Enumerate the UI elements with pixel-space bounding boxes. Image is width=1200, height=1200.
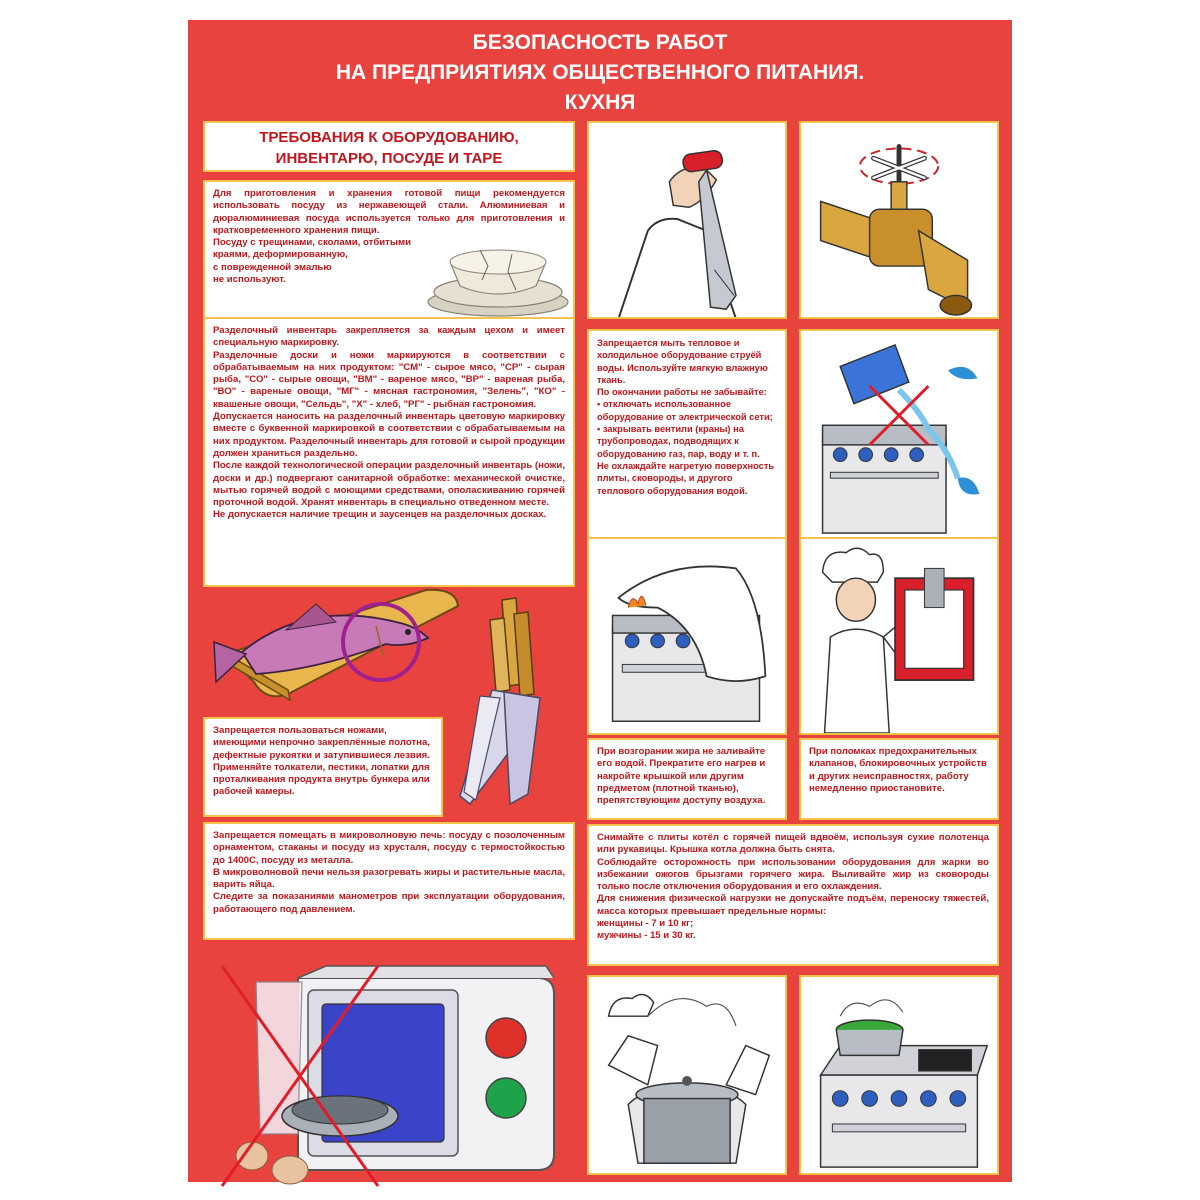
covering-burning-fat-picture — [587, 537, 787, 735]
paragraph: с поврежденной эмалью — [213, 261, 332, 273]
paragraph: Допускается наносить на разделочный инвентарь цветовую маркировку вместе с буквенной маркировкой в соответствии с обрабатываемым на них продуктом. Разделочный инвентарь для готовой и сырой продукции должен храниться раздельно. — [213, 411, 565, 459]
paragraph: Следите за показаниями манометров при эксплуатации оборудования, работающего под давлением. — [213, 891, 565, 915]
paragraph: По окончании работы не забывайте: — [597, 387, 767, 398]
paragraph: Для приготовления и хранения готовой пищи рекомендуется использовать посуду из нержавеющей стали. Алюминиевая и дюралюминиевая посуда используется только для приготовления и кратковременного хранения пищи. — [213, 188, 565, 236]
paragraph: мужчины - 15 и 30 кг. — [597, 930, 696, 942]
paragraph: Для снижения физической нагрузки не допускайте подъём, переноску тяжестей, масса которых превышает предельные нормы: — [597, 893, 989, 917]
paragraph: Запрещается пользоваться ножами, имеющими непрочно закреплённые полотна, дефектные рукоятки и затупившиеся лезвия. — [213, 725, 430, 761]
paragraph: При поломках предохранительных клапанов, блокировочных устройств и других неисправностях, работу немедленно приостановите. — [809, 746, 987, 794]
paragraph: Разделочный инвентарь закрепляется за каждым цехом и имеет специальную маркировку. — [213, 325, 565, 349]
lifting-and-frying-text-block — [587, 824, 999, 966]
valve-tap-picture — [799, 121, 999, 319]
section-heading — [203, 121, 575, 172]
cutting-inventory-text-block — [203, 317, 575, 587]
fat-fire-text-block — [587, 738, 787, 820]
title-line: НА ПРЕДПРИЯТИЯХ ОБЩЕСТВЕННОГО ПИТАНИЯ. — [335, 61, 865, 84]
microwave-text-block — [203, 822, 575, 940]
title-line: БЕЗОПАСНОСТЬ РАБОТ — [472, 31, 728, 54]
paragraph: Не охлаждайте нагретую поверхность плиты, сковороды, и другого теплового оборудования водой. — [597, 460, 775, 496]
fish-on-cutting-board-illustration — [206, 582, 476, 708]
water-on-stove-forbidden-picture — [799, 329, 999, 547]
paragraph: • отключать использованное оборудование от электрической сети; — [597, 399, 773, 422]
paragraph: После каждой технологической операции разделочный инвентарь (ножи, доски и др.) подвергают санитарной обработке: механической очистке, мытью горячей водой с моющими средствами, ополаскиванию горячей проточной водой. Хранят инвентарь в специально отведенном месте. — [213, 460, 565, 509]
safety-valves-text-block — [799, 738, 999, 820]
paragraph: женщины - 7 и 10 кг; — [597, 918, 694, 930]
paragraph: Снимайте с плиты котёл с горячей пищей вдвоём, используя сухие полотенца или рукавицы. Крышка котла должна быть снята. — [597, 832, 989, 856]
heading-line: ИНВЕНТАРЮ, ПОСУДЕ И ТАРЕ — [275, 150, 503, 167]
paragraph: Применяйте толкатели, пестики, лопатки для проталкивания продукта внутрь бункера или рабочей камеры. — [213, 761, 430, 798]
safety-poster — [188, 20, 1012, 1182]
heading-line: ТРЕБОВАНИЯ К ОБОРУДОВАНИЮ, — [259, 129, 519, 146]
paragraph: Запрещается помещать в микроволновую печь: посуду с позолоченным орнаментом, стаканы и посуду из хрусталя, посуду с термостойкостью до 1400С, посуду из металла. — [213, 830, 565, 866]
paragraph: Запрещается мыть тепловое и холодильное оборудование струёй воды. Используйте мягкую влажную ткань. — [597, 338, 768, 385]
paragraph: не используют. — [213, 274, 286, 286]
paragraph: краями, деформированную, — [213, 249, 348, 261]
paragraph: В микроволновой печи нельзя разогревать жиры и растительные масла, варить яйца. — [213, 866, 565, 891]
hand-with-knife-picture — [587, 121, 787, 319]
paragraph: Соблюдайте осторожность при использовании оборудования для жарки во избежании ожогов брызгами горячего жира. Выливайте жир из сковороды только после отключения оборудования и его охлаждения. — [597, 856, 989, 893]
paragraph: Не допускается наличие трещин и заусенцев на разделочных досках. — [213, 509, 547, 521]
cook-at-electrical-panel-picture — [799, 537, 999, 735]
microwave-forbidden-items-illustration — [216, 958, 564, 1190]
paragraph: При возгорании жира не заливайте его водой. Прекратите его нагрев и накройте крышкой или другим предметом (плотной тканью), препятствующим доступу воздуха. — [597, 746, 766, 807]
lifting-hot-pot-picture — [587, 975, 787, 1175]
poster-title — [188, 28, 1012, 118]
equipment-washing-text-block — [587, 329, 787, 547]
paragraph: • закрывать вентили (краны) на трубопроводах, подводящих к оборудованию газ, пар, воду и т. п. — [597, 424, 760, 459]
cracked-plates-illustration — [420, 232, 572, 320]
title-line: КУХНЯ — [564, 91, 636, 114]
paragraph: Посуду с трещинами, сколами, отбитыми — [213, 237, 412, 249]
paragraph: Разделочные доски и ножи маркируются в соответствии с обрабатываемым на них продуктом: "СМ" - сырое мясо, "СР" - сырая рыба, "СО" - сырые овощи, "ВМ" - вареное мясо, "ВР" - вареная рыба, "ВО" - вареные овощи, "МГ" - мясная гастрономия, "Зелень", "КО" - квашеные овощи, "Сельдь", "Х" - хлеб, "РГ" - рыбная гастрономия. — [213, 349, 565, 410]
knives-text-block — [203, 717, 443, 817]
knives-in-block-illustration — [456, 594, 556, 810]
boiling-pot-on-stove-picture — [799, 975, 999, 1175]
